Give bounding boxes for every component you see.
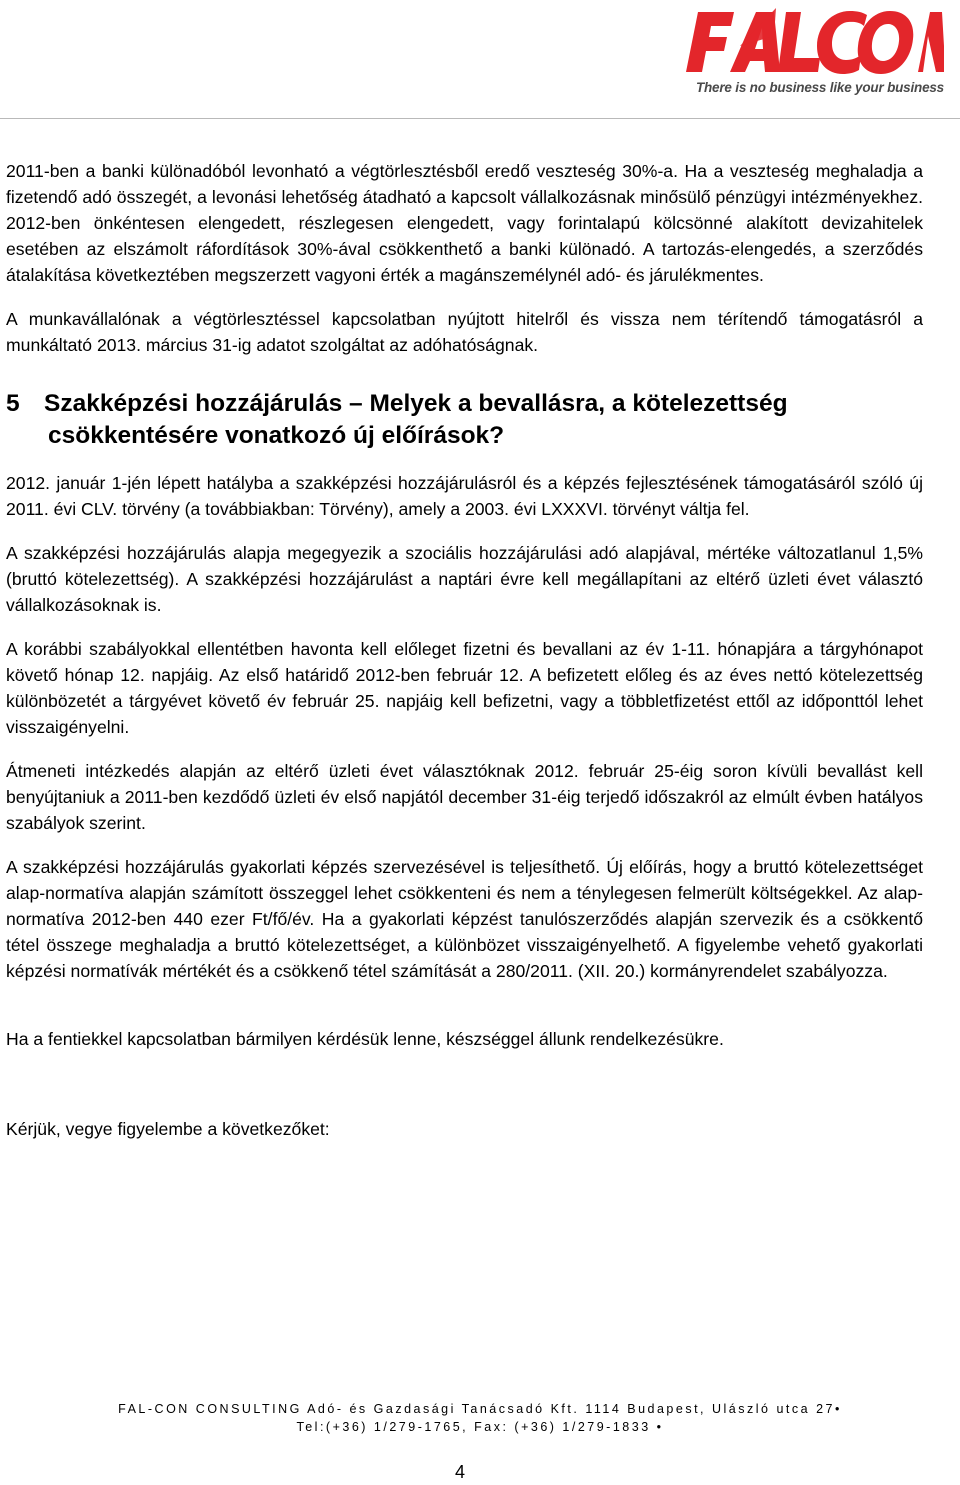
footer-contact: Tel:(+36) 1/279-1765, Fax: (+36) 1/279-1833 • [296,1420,664,1434]
paragraph-torveny: 2012. január 1-jén lépett hatályba a szakképzési hozzájárulásról és a képzés fejlesztésének támogatásáról szóló új 2011. évi CLV. törvény (a továbbiakban: Törvény), amely a 2003. évi LXXXVI. törvényt váltja fel. [6,473,923,519]
falcon-logo-wordmark [682,6,944,76]
section-number: 5 [6,390,20,417]
paragraph-banki-kulonado: 2011-ben a banki különadóból levonható a végtörlesztésből eredő veszteség 30%-a. Ha a veszteség meghaladja a fizetendő adó összegét, a levonási lehetőség átadható a kapcsolt vállalkozásnak minősülő pénzügyi intézményekhez. 2012-ben önkéntesen elengedett, részlegesen elengedett, vagy forintalapú kölcsönné alakított devizahitelek esetében az elszámolt ráfordítások 30%-ával csökkenthető a banki különadó. A tartozás-elengedés, a szerződés átalakítása következtében megszerzett vagyoni érték a magánszemélynél adó- és járulékmentes. [6,161,923,285]
document-body [6,158,923,1142]
header-divider [0,118,960,119]
footer-company-address: FAL-CON CONSULTING Adó- és Gazdasági Tanácsadó Kft. 1114 Budapest, Ulászló utca 27• [118,1402,842,1416]
paragraph-eloleg: A korábbi szabályokkal ellentétben havonta kell előleget fizetni és bevallani az év 1-11. hónapjára a tárgyhónapot követő hónap 12. napjáig. Az első határidő 2012-ben február 12. A befizetett előleg és az éves nettó kötelezettség különbözetét a tárgyévet követő év február 25. napjáig kell befizetni, vagy a többletfizetést ettől az időponttól lehet visszaigényelni. [6,639,923,737]
section-title-line1: Szakképzési hozzájárulás – Melyek a bevallásra, a kötelezettség [44,390,788,417]
paragraph-gyakorlati-kepzes: A szakképzési hozzájárulás gyakorlati képzés szervezésével is teljesíthető. Új előírás, hogy a bruttó kötelezettséget alap-normatíva alapján számított összeggel lehet csökkenteni és nem a ténylegesen felmerült költségekkel. Az alap-normatíva 2012-ben 440 ezer Ft/fő/év. Ha a gyakorlati képzést tanulószerződés alapján szervezik és a csökkentő tétel összege meghaladja a bruttó kötelezettséget, a különbözet visszaigényelhető. A figyelembe vehető gyakorlati képzési normatívák mértékét és a csökkenő tétel számítását a 280/2011. (XII. 20.) kormányrendelet szabályozza. [6,857,923,981]
paragraph-atmeneti: Átmeneti intézkedés alapján az eltérő üzleti évet választóknak 2012. február 25-éig soron kívüli bevallást kell benyújtaniuk a 2011-ben kezdődő üzleti év első napjától december 31-éig terjedő időszakról az elmúlt évben hatályos szabályok szerint. [6,761,923,833]
page-number: 4 [454,1462,465,1482]
paragraph-kerjuk: Kérjük, vegye figyelembe a következőket: [6,1119,330,1139]
paragraph-kerdes: Ha a fentiekkel kapcsolatban bármilyen kérdésük lenne, készséggel állunk rendelkezésükre. [6,1029,724,1049]
section-heading [6,388,923,452]
paragraph-munkavallalo: A munkavállalónak a végtörlesztéssel kapcsolatban nyújtott hitelről és vissza nem térítendő támogatásról a munkáltató 2013. március 31-ig adatot szolgáltat az adóhatóságnak. [6,309,923,355]
logo-tagline: There is no business like your business [695,80,944,95]
falcon-logo [682,6,944,98]
section-title-line2: csökkentésére vonatkozó új előírások? [48,422,505,449]
paragraph-alap: A szakképzési hozzájárulás alapja megegyezik a szociális hozzájárulási adó alapjával, mértéke változatlanul 1,5% (bruttó kötelezettség). A szakképzési hozzájárulást a naptári évre kell megállapítani az eltérő üzleti évet választó vállalkozásoknak is. [6,543,923,615]
